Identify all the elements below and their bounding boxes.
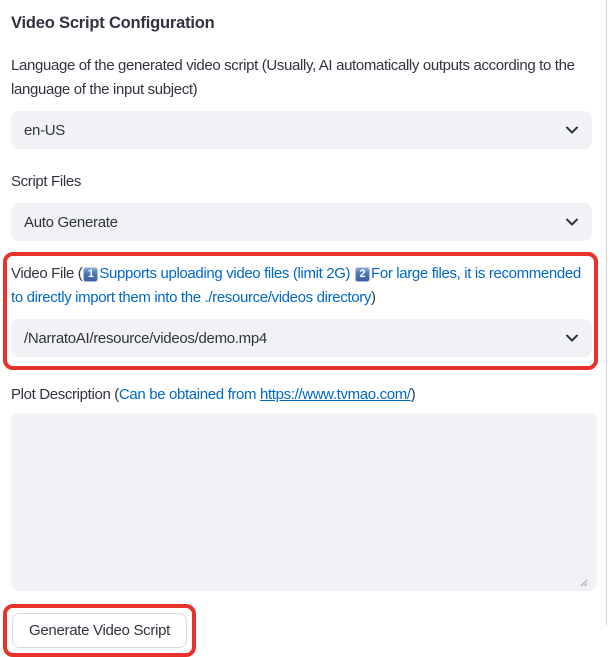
chevron-down-icon [565,218,579,226]
language-label: Language of the generated video script (Usually, AI automatically outputs according to the language of the input subject) [11,57,575,98]
video-file-label-suffix: ) [371,289,376,306]
video-file-note-1: Supports uploading video files (limit 2G) [99,265,351,282]
column-divider [606,0,607,625]
plot-description-input[interactable] [11,413,597,591]
resize-grip-icon[interactable] [578,577,588,587]
keycap-2-icon: 2 [355,267,370,282]
plot-description-label-suffix: ) [410,386,416,403]
chevron-down-icon [565,334,579,342]
tvmao-link[interactable]: https://www.tvmao.com/ [260,386,411,403]
video-file-select-value: /NarratoAI/resource/videos/demo.mp4 [24,329,267,347]
section-title: Video Script Configuration [11,14,215,32]
video-file-note-2: For large files, it is recommended to directly import them into the ./resource/videos directory [11,265,581,306]
script-files-select-value: Auto Generate [24,213,118,231]
plot-description-label-prefix: Plot Description ( [11,386,119,403]
language-select[interactable] [11,111,592,149]
keycap-1-icon: 1 [83,267,98,282]
plot-description-link-intro: Can be obtained from [118,386,260,403]
script-files-select[interactable] [11,203,592,241]
language-select-value: en-US [24,121,66,139]
video-file-label-prefix: Video File ( [11,265,83,282]
video-file-label [11,262,592,310]
plot-description-label [11,383,592,407]
generate-button-annotation-highlight [3,604,196,657]
video-file-select[interactable] [11,319,592,357]
script-files-label: Script Files [11,173,81,190]
chevron-down-icon [565,126,579,134]
plot-description-field [11,413,592,591]
generate-video-script-button[interactable]: Generate Video Script [12,613,187,648]
video-file-annotation-highlight [3,252,598,370]
